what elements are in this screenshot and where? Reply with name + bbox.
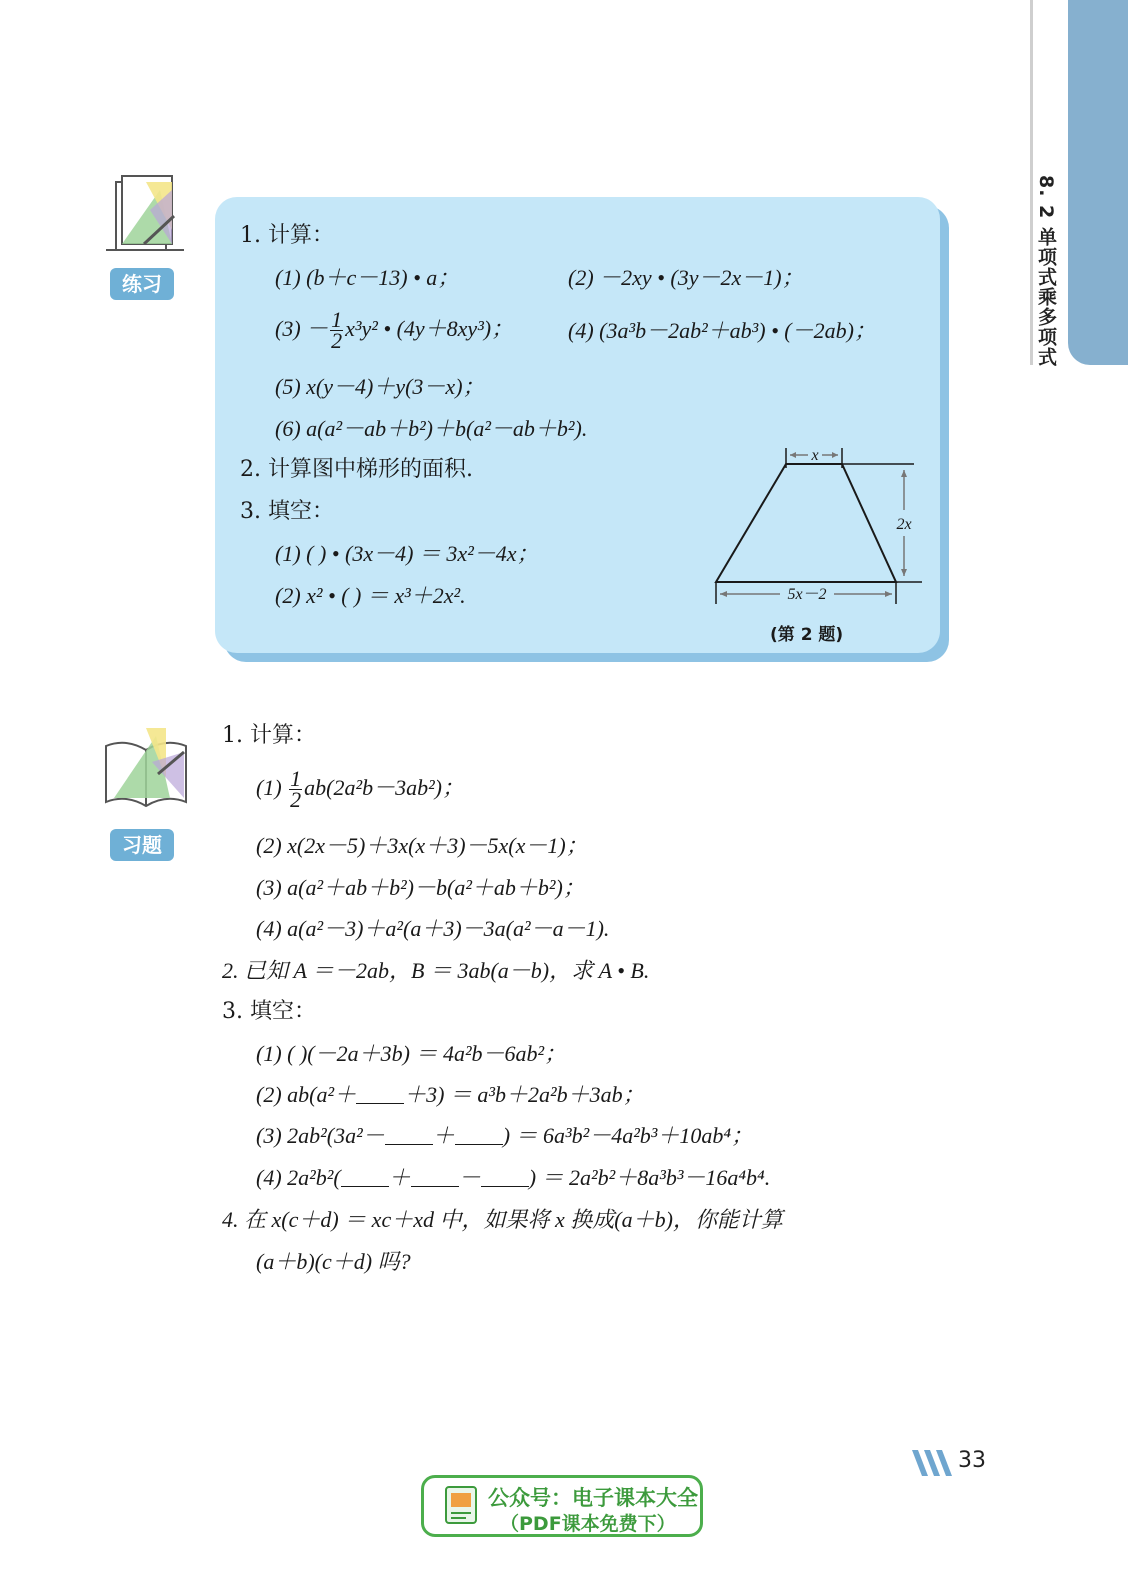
fraction-numerator: 1 <box>331 307 343 333</box>
practice-badge: 练习 <box>110 268 174 300</box>
exercise-q3-2-part-a: (2) ab(a²＋ <box>256 1082 357 1107</box>
exercise-q1-label: 1. 计算： <box>222 723 316 748</box>
section-title: 8. 2 单项式乘多项式 <box>1035 175 1057 367</box>
exercise-q4-line2: (a＋b)(c＋d) 吗? <box>256 1249 411 1274</box>
figure-caption: (第 2 题) <box>770 625 844 645</box>
figure-top-label: x <box>811 447 819 464</box>
exercise-icon <box>100 722 190 814</box>
practice-q1-4: (4) (3a³b－2ab²＋ab³) • (－2ab)； <box>568 318 876 343</box>
page-number: 33 <box>958 1448 986 1473</box>
exercise-q3-3-part-a: (3) 2ab²(3a²－ <box>256 1123 385 1148</box>
exercise-q3-3-part-c: ) ＝ 6a³b²－4a²b³＋10ab⁴； <box>502 1123 754 1148</box>
fraction-denominator: 2 <box>331 328 343 354</box>
practice-q3-label: 3. 填空： <box>240 499 334 524</box>
exercise-q3-2-part-b: ＋3) ＝ a³b＋2a²b＋3ab； <box>404 1082 645 1107</box>
practice-q1-3-prefix: (3) － <box>275 316 329 341</box>
watermark-line1: 公众号：电子课本大全 <box>488 1486 698 1510</box>
fill-blank <box>411 1166 459 1187</box>
practice-q3-2: (2) x² • ( ) ＝ x³＋2x². <box>275 583 466 608</box>
exercise-q1-1 <box>256 766 465 813</box>
exercise-q3-4-part-c: － <box>458 1165 481 1190</box>
practice-q2: 2. 计算图中梯形的面积. <box>240 457 473 482</box>
book-icon <box>442 1485 482 1529</box>
exercise-q3-2 <box>256 1080 645 1110</box>
exercise-q3-3-part-b: ＋ <box>432 1123 455 1148</box>
practice-q1-5: (5) x(y－4)＋y(3－x)； <box>275 374 485 399</box>
chapter-side-tab <box>1068 0 1128 365</box>
practice-q3-1: (1) ( ) • (3x－4) ＝ 3x²－4x； <box>275 541 539 566</box>
exercise-q3-4 <box>256 1163 770 1193</box>
exercise-q4-line1: 4. 在 x(c＋d) ＝ xc＋xd 中，如果将 x 换成(a＋b)，你能计算 <box>222 1207 783 1232</box>
page-stripes-icon <box>912 1450 956 1476</box>
practice-icon <box>100 170 186 260</box>
exercise-q1-1-rest: ab(2a²b－3ab²)； <box>304 775 465 800</box>
exercise-q3-4-part-d: ) ＝ 2a²b²＋8a³b³－16a⁴b⁴. <box>528 1165 771 1190</box>
practice-q1-1: (1) (b＋c－13) • a； <box>275 265 460 290</box>
exercise-q2: 2. 已知 A ＝－2ab，B ＝ 3ab(a－b)，求 A • B. <box>222 958 650 983</box>
exercise-q3-3 <box>256 1121 753 1151</box>
fill-blank <box>455 1124 503 1145</box>
exercise-badge: 习题 <box>110 829 174 861</box>
fill-blank <box>385 1124 433 1145</box>
fill-blank <box>356 1083 404 1104</box>
exercise-q1-1-prefix: (1) <box>256 775 288 800</box>
exercise-q1-1-fraction <box>289 766 302 813</box>
practice-q1-6: (6) a(a²－ab＋b²)＋b(a²－ab＋b²). <box>275 416 588 441</box>
trapezoid-figure <box>710 440 930 610</box>
practice-q1-2: (2) －2xy • (3y－2x－1)； <box>568 265 804 290</box>
fill-blank <box>341 1166 389 1187</box>
fill-blank <box>481 1166 529 1187</box>
exercise-q3-4-part-a: (4) 2a²b²( <box>256 1165 341 1190</box>
watermark-line2: （PDF课本免费下） <box>500 1513 676 1535</box>
figure-bottom-label: 5x－2 <box>787 586 827 603</box>
watermark-banner <box>421 1475 703 1537</box>
practice-q1-3 <box>275 307 514 354</box>
fraction-numerator: 1 <box>290 766 302 792</box>
practice-q1-label: 1. 计算： <box>240 223 334 248</box>
exercise-q1-3: (3) a(a²＋ab＋b²)－b(a²＋ab＋b²)； <box>256 875 585 900</box>
exercise-q3-4-part-b: ＋ <box>388 1165 411 1190</box>
exercise-q3-label: 3. 填空： <box>222 999 316 1024</box>
exercise-q1-4: (4) a(a²－3)＋a²(a＋3)－3a(a²－a－1). <box>256 916 610 941</box>
practice-q1-3-rest: x³y² • (4y＋8xy³)； <box>345 316 514 341</box>
exercise-q3-1: (1) ( )(－2a＋3b) ＝ 4a²b－6ab²； <box>256 1041 567 1066</box>
figure-height-label: 2x <box>896 516 912 533</box>
exercise-q1-2: (2) x(2x－5)＋3x(x＋3)－5x(x－1)； <box>256 833 588 858</box>
practice-q1-3-fraction <box>330 307 343 354</box>
fraction-denominator: 2 <box>290 787 302 813</box>
